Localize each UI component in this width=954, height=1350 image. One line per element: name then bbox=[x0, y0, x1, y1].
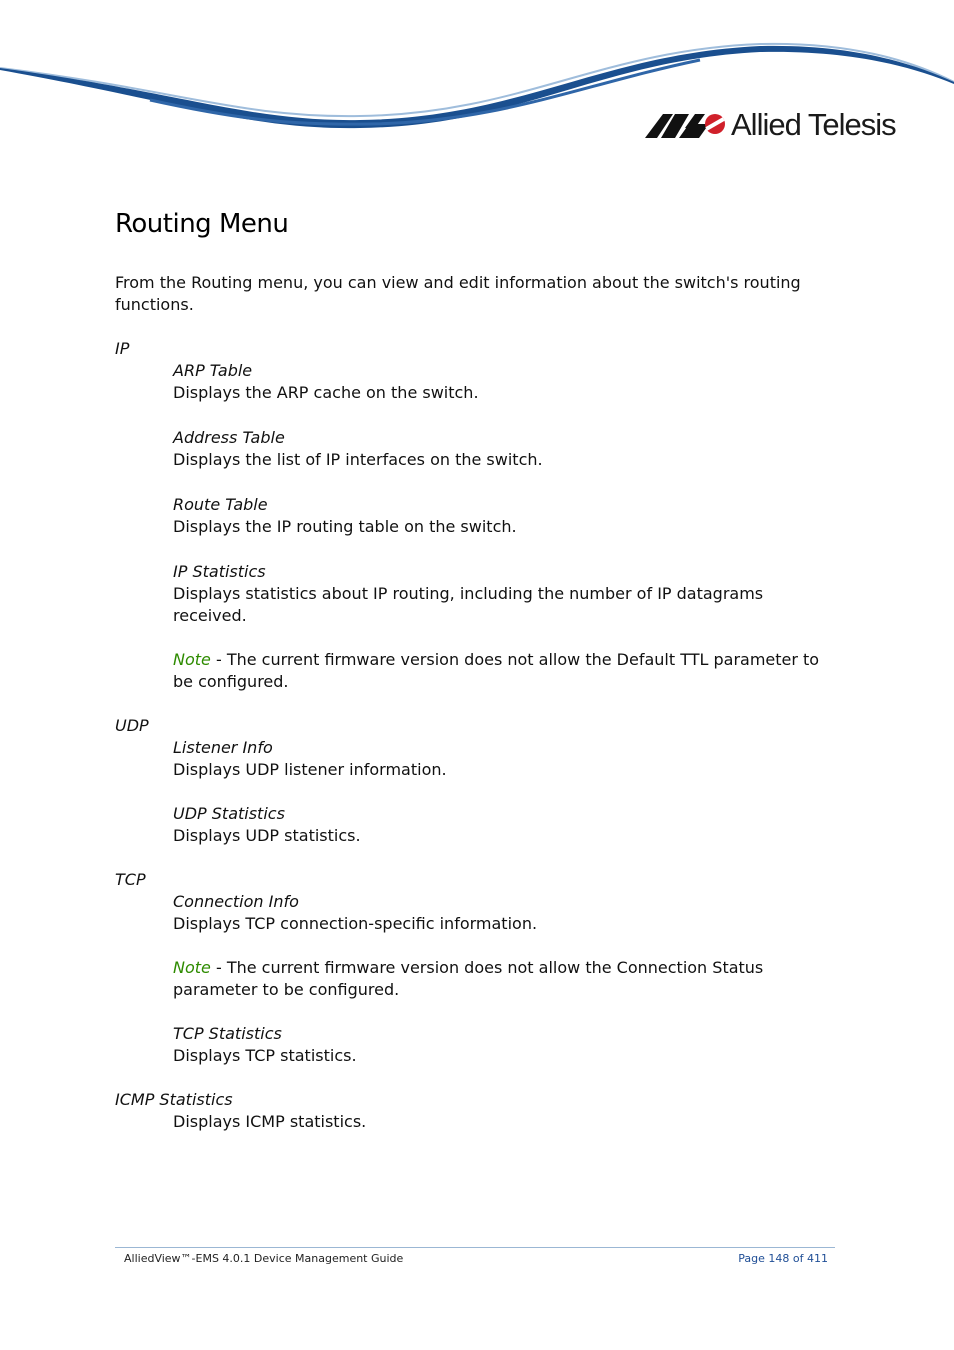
entry-label: IP Statistics bbox=[173, 562, 266, 581]
menu-entry-route-table bbox=[173, 494, 835, 538]
entry-description: Displays TCP statistics. bbox=[173, 1046, 357, 1065]
entry-description: Displays UDP listener information. bbox=[173, 760, 447, 779]
footer-guide-title: AlliedView™-EMS 4.0.1 Device Management Guide bbox=[124, 1252, 404, 1265]
entry-label: UDP Statistics bbox=[173, 804, 285, 823]
section-title-tcp: TCP bbox=[115, 870, 146, 889]
note-text bbox=[173, 957, 835, 1001]
page-content bbox=[115, 200, 835, 1133]
footer-page-number: Page 148 of 411 bbox=[738, 1252, 828, 1265]
note-body: - The current firmware version does not allow the Default TTL parameter to be configured. bbox=[173, 650, 820, 691]
allied-telesis-logo-mark bbox=[645, 110, 727, 140]
allied-telesis-logo bbox=[645, 107, 896, 142]
entry-description: Displays the ARP cache on the switch. bbox=[173, 383, 479, 402]
menu-entry-tcp-statistics bbox=[173, 1023, 835, 1067]
note-body: - The current firmware version does not allow the Connection Status parameter to be configured. bbox=[173, 958, 764, 999]
note-label: Note bbox=[173, 650, 211, 669]
menu-entry-connection-info bbox=[173, 891, 835, 935]
entry-label: Listener Info bbox=[173, 738, 273, 757]
menu-entry-address-table bbox=[173, 427, 835, 471]
menu-entry-arp-table bbox=[173, 360, 835, 404]
entry-label: Route Table bbox=[173, 495, 268, 514]
note-text bbox=[173, 649, 835, 693]
note-ip-default-ttl bbox=[173, 649, 835, 693]
note-tcp-connection-status bbox=[173, 957, 835, 1001]
entry-description: Displays TCP connection-specific information. bbox=[173, 914, 538, 933]
entry-description: Displays UDP statistics. bbox=[173, 826, 361, 845]
menu-entry-listener-info bbox=[173, 737, 835, 781]
entry-description: Displays the IP routing table on the switch. bbox=[173, 517, 517, 536]
footer-divider bbox=[115, 1247, 835, 1248]
entry-description: Displays the list of IP interfaces on the switch. bbox=[173, 450, 543, 469]
section-title-udp: UDP bbox=[115, 716, 149, 735]
entry-label: Connection Info bbox=[173, 892, 299, 911]
section-title-ip: IP bbox=[115, 339, 130, 358]
intro-paragraph: From the Routing menu, you can view and edit information about the switch's routing functions. bbox=[115, 273, 801, 314]
menu-entry-ip-statistics bbox=[173, 561, 835, 627]
logo-wordmark: Allied Telesis bbox=[731, 107, 896, 142]
menu-entry-icmp-statistics bbox=[173, 1111, 835, 1133]
page-title: Routing Menu bbox=[115, 209, 289, 239]
entry-description: Displays ICMP statistics. bbox=[173, 1112, 367, 1131]
section-title-icmp-statistics: ICMP Statistics bbox=[115, 1090, 233, 1109]
entry-label: Address Table bbox=[173, 428, 285, 447]
entry-label: TCP Statistics bbox=[173, 1024, 282, 1043]
menu-entry-udp-statistics bbox=[173, 803, 835, 847]
note-label: Note bbox=[173, 958, 211, 977]
entry-label: ARP Table bbox=[173, 361, 253, 380]
entry-description: Displays statistics about IP routing, including the number of IP datagrams received. bbox=[173, 584, 764, 625]
